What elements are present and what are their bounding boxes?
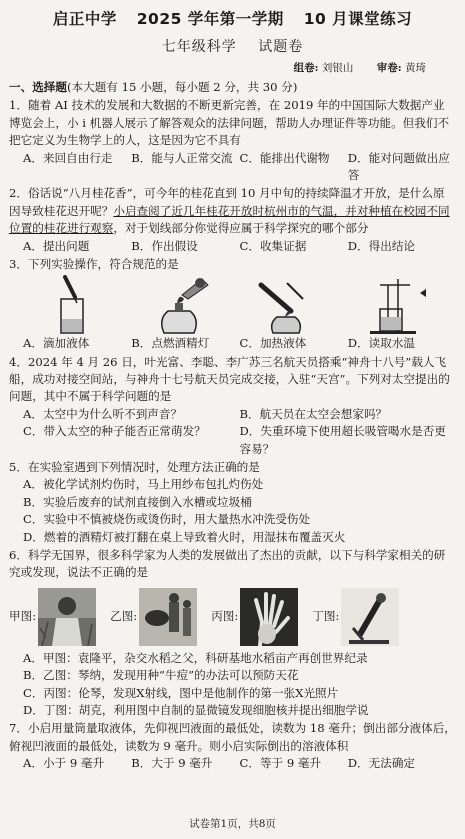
fig-b-label: 乙图:	[110, 609, 138, 624]
question-2-stem	[9, 185, 456, 237]
fig-d-label: 丁图:	[312, 609, 340, 624]
q5-option-a: A．被化学试剂灼伤时，马上用纱布包扎灼伤处	[23, 477, 264, 492]
alcohol-lamp-icon	[144, 275, 214, 335]
school-name: 启正中学	[52, 10, 117, 28]
xray-hand-photo	[240, 588, 298, 646]
review-label: 审卷:	[376, 62, 402, 75]
q3-option-c: C．加热液体	[239, 336, 307, 351]
fig-a-label: 甲图:	[9, 609, 37, 624]
q7-option-a: A．小于 9 毫升	[23, 756, 105, 771]
section-heading	[9, 79, 456, 96]
question-3-figures	[9, 275, 456, 335]
dropper-tube-icon	[37, 275, 107, 335]
section-note: (本大题有 15 小题，每小题 2 分，共 30 分)	[66, 80, 298, 94]
q4-option-d: D．失重环境下使用超长吸管喝水是否更容易？	[239, 424, 446, 456]
q7-option-c: C．等于 9 毫升	[239, 756, 322, 771]
review-name: 黄琦	[405, 62, 426, 75]
question-7-stem: 7．小启用量筒量取液体，先仰视凹液面的最低处，读数为 18 毫升；倒出部分液体后，俯视凹液面的最低处，读数为 9 毫升。则小启实际倒出的溶液体积	[9, 721, 456, 753]
question-1-stem: 1．随着 AI 技术的发展和大数据的不断更新完善，在 2019 年的中国国际大数据产业博览会上，小 i 机器人展示了解答观众的法律问题，帮助人办理证件等功能。但我们不把它定义为生物学上的人，这是因为它不具有	[9, 98, 450, 148]
question-2-options	[9, 238, 456, 255]
q2-option-b: B．作出假设	[131, 238, 198, 253]
question-7-options	[9, 755, 456, 772]
q7-option-b: B．大于 9 毫升	[131, 756, 213, 771]
question-5-stem: 5．在实验室遇到下列情况时，处理方法正确的是	[9, 460, 260, 475]
q2-stem-text: 2．俗话说“八月桂花香”，可今年的桂花直到 10 月中旬的持续降温才开放，是什么原因导致桂花迟开呢？	[9, 186, 445, 218]
q4-option-b: B．航天员在太空会想家吗？	[239, 406, 388, 421]
q1-option-d: D．能对问题做出应答	[347, 150, 450, 182]
exam-subtitle	[9, 37, 456, 58]
cowpox-scene-photo	[139, 588, 197, 646]
grade-subject: 七年级科学	[161, 39, 237, 56]
thermometer-beaker-icon	[358, 275, 428, 335]
q6-option-d: D．丁图：胡克，利用图中自制的显微镜发现细胞核并提出细胞学说	[23, 702, 369, 717]
q6-option-c: C．丙图：伦琴，发现X射线，图中是他制作的第一张X光照片	[23, 685, 339, 700]
rice-scientist-photo	[38, 588, 96, 646]
question-4-stem: 4．2024 年 4 月 26 日，叶光富、李聪、李广苏三名航天员搭乘“神舟十八号”载人飞船，成功对接空间站，与神舟十七号航天员完成交接，入驻“天宫”。下列对太空提出的问题，其中不属于科学问题的是	[9, 354, 450, 404]
q2-option-c: C．收集证据	[239, 238, 307, 253]
q5-option-c: C．实验中不慎被烧伤或烫伤时，用大量热水冲洗受伤处	[23, 512, 311, 527]
test-tube-heating-icon	[251, 275, 321, 335]
exam-name: 10 月课堂练习	[303, 10, 413, 28]
page-footer: 试卷第1页，共8页	[189, 818, 276, 831]
q5-option-b: B．实验后废弃的试剂直接倒入水槽或垃圾桶	[23, 494, 252, 509]
fig-c-label: 丙图:	[211, 609, 239, 624]
q6-option-a: A．甲图：袁隆平，杂交水稻之父，科研基地水稻亩产再创世界纪录	[23, 650, 368, 665]
question-6-photos	[9, 586, 456, 648]
q3-option-d: D．读取水温	[347, 336, 416, 351]
question-3-options	[9, 335, 456, 352]
question-3-stem: 3．下列实验操作，符合规范的是	[9, 256, 179, 271]
exam-title	[9, 8, 456, 31]
q2-stem-tail: ，对于划线部分你觉得应属于科学探究的哪个部分	[113, 221, 369, 236]
group-label: 组卷:	[293, 62, 319, 75]
q1-option-b: B．能与人正常交流	[131, 150, 233, 165]
group-name: 刘银山	[321, 62, 354, 75]
q2-option-d: D．得出结论	[347, 238, 416, 253]
q4-option-c: C．带入太空的种子能否正常萌发？	[23, 424, 206, 439]
q4-option-a: A．太空中为什么听不到声音？	[23, 406, 183, 421]
section-title: 一、选择题	[9, 80, 67, 94]
q1-option-a: A．来回自由行走	[23, 150, 113, 165]
q5-option-d: D．燃着的酒精灯被打翻在桌上导致着火时，用湿抹布覆盖灭火	[23, 529, 346, 544]
paper-name: 试题卷	[258, 39, 304, 56]
q1-option-c: C．能排出代谢物	[239, 150, 330, 165]
q2-option-a: A．提出问题	[23, 238, 90, 253]
q2-underlined-text: 小启查阅了近几年桂花开放时杭州市的气温，并对种植在校园不同位置的桂花进行观察	[9, 203, 450, 236]
q3-option-b: B．点燃酒精灯	[131, 336, 210, 351]
question-1-options	[9, 150, 456, 185]
q3-option-a: A．滴加液体	[23, 336, 90, 351]
question-6-stem: 6．科学无国界，很多科学家为人类的发展做出了杰出的贡献，以下与科学家相关的研究或发现，说法不正确的是	[9, 547, 446, 580]
q7-option-d: D．无法确定	[347, 756, 416, 771]
question-4-options-cd	[9, 423, 456, 458]
question-4-options-ab	[9, 406, 456, 423]
term-name: 2025 学年第一学期	[136, 10, 284, 28]
q6-option-b: B．乙图：琴纳，发现用种“牛痘”的办法可以预防天花	[23, 668, 299, 683]
authors-line	[9, 61, 456, 77]
microscope-photo	[341, 588, 399, 646]
